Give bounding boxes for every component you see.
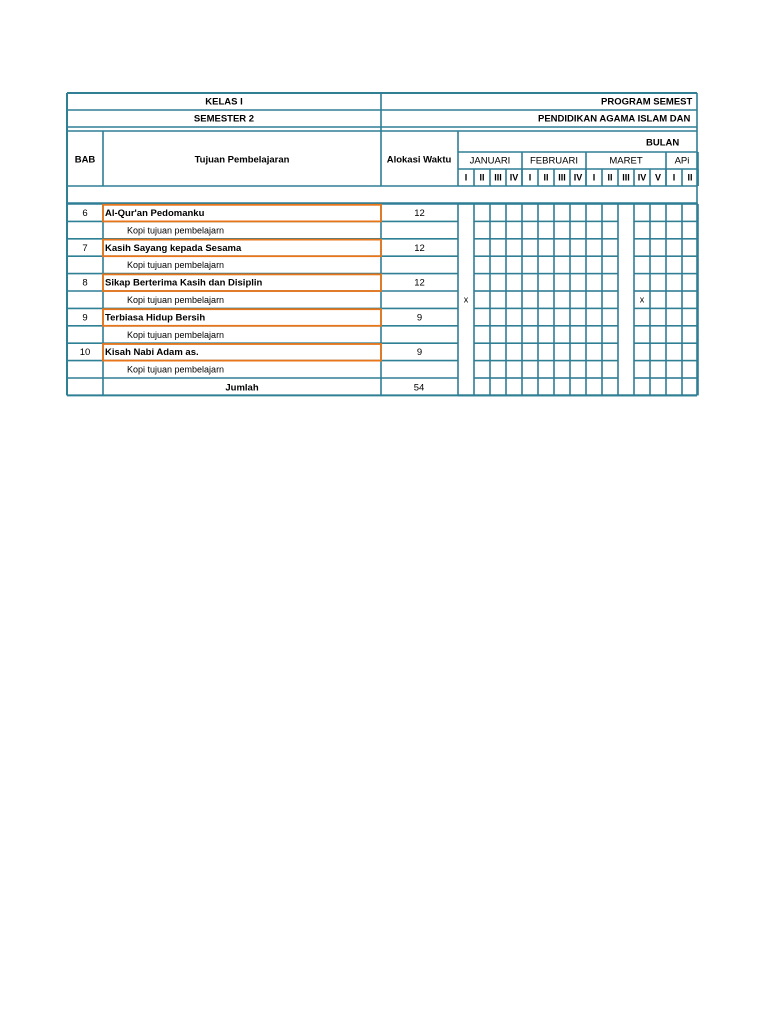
week-label: II (479, 172, 485, 183)
week-label: III (494, 172, 502, 183)
week-label: I (672, 172, 676, 183)
bab-cell: 7 (82, 242, 88, 254)
month-label: FEBRUARI (529, 155, 579, 167)
tujuan-cell: Kopi tujuan pembelajarn (127, 364, 225, 375)
alokasi-cell: 12 (414, 242, 425, 254)
bab-cell: 9 (82, 312, 88, 324)
schedule-mark: x (639, 294, 645, 305)
week-label: V (654, 172, 662, 183)
month-label: APi (674, 155, 690, 167)
week-label: IV (509, 172, 519, 183)
week-label: II (607, 172, 613, 183)
alokasi-cell: 12 (414, 208, 425, 219)
tujuan-cell: Kasih Sayang kepada Sesama (105, 242, 242, 254)
month-label: MARET (609, 155, 643, 167)
bab-cell: 6 (82, 208, 88, 219)
program-title: PROGRAM SEMEST (601, 96, 693, 108)
jumlah-label: Jumlah (225, 382, 259, 394)
tujuan-cell: Terbiasa Hidup Bersih (105, 312, 206, 324)
week-label: IV (637, 172, 647, 183)
tujuan-cell: Sikap Berterima Kasih dan Disiplin (105, 277, 263, 289)
alokasi-column-header: Alokasi Waktu (386, 154, 452, 166)
alokasi-cell: 9 (416, 312, 423, 324)
week-label: I (592, 172, 596, 183)
tujuan-column-header: Tujuan Pembelajaran (194, 154, 290, 166)
week-label: II (543, 172, 549, 183)
alokasi-cell: 9 (416, 347, 423, 359)
tujuan-cell: Kopi tujuan pembelajarn (127, 295, 225, 305)
bab-cell: 8 (82, 277, 88, 289)
week-label: II (687, 172, 693, 183)
schedule-mark: x (463, 294, 469, 305)
tujuan-cell: Kisah Nabi Adam as. (105, 347, 199, 359)
alokasi-cell: 12 (414, 277, 425, 289)
bab-column-header: BAB (74, 154, 96, 166)
bulan-header: BULAN (646, 137, 680, 149)
week-label: I (528, 172, 532, 183)
tujuan-cell: Kopi tujuan pembelajarn (127, 329, 225, 340)
bab-cell: 10 (79, 347, 91, 359)
week-label: III (558, 172, 566, 183)
week-label: I (464, 172, 468, 183)
kelas-label: KELAS I (205, 96, 243, 108)
tujuan-cell: Al-Qur'an Pedomanku (105, 208, 205, 219)
cell-texts (75, 97, 693, 394)
week-label: IV (573, 172, 583, 183)
jumlah-total: 54 (413, 382, 425, 394)
tujuan-cell: Kopi tujuan pembelajarn (127, 260, 225, 271)
tujuan-cell: Kopi tujuan pembelajarn (127, 225, 225, 236)
week-label: III (622, 172, 630, 183)
semester-label: SEMESTER 2 (193, 113, 255, 125)
month-label: JANUARI (469, 155, 511, 167)
subject-title: PENDIDIKAN AGAMA ISLAM DAN (538, 113, 691, 125)
